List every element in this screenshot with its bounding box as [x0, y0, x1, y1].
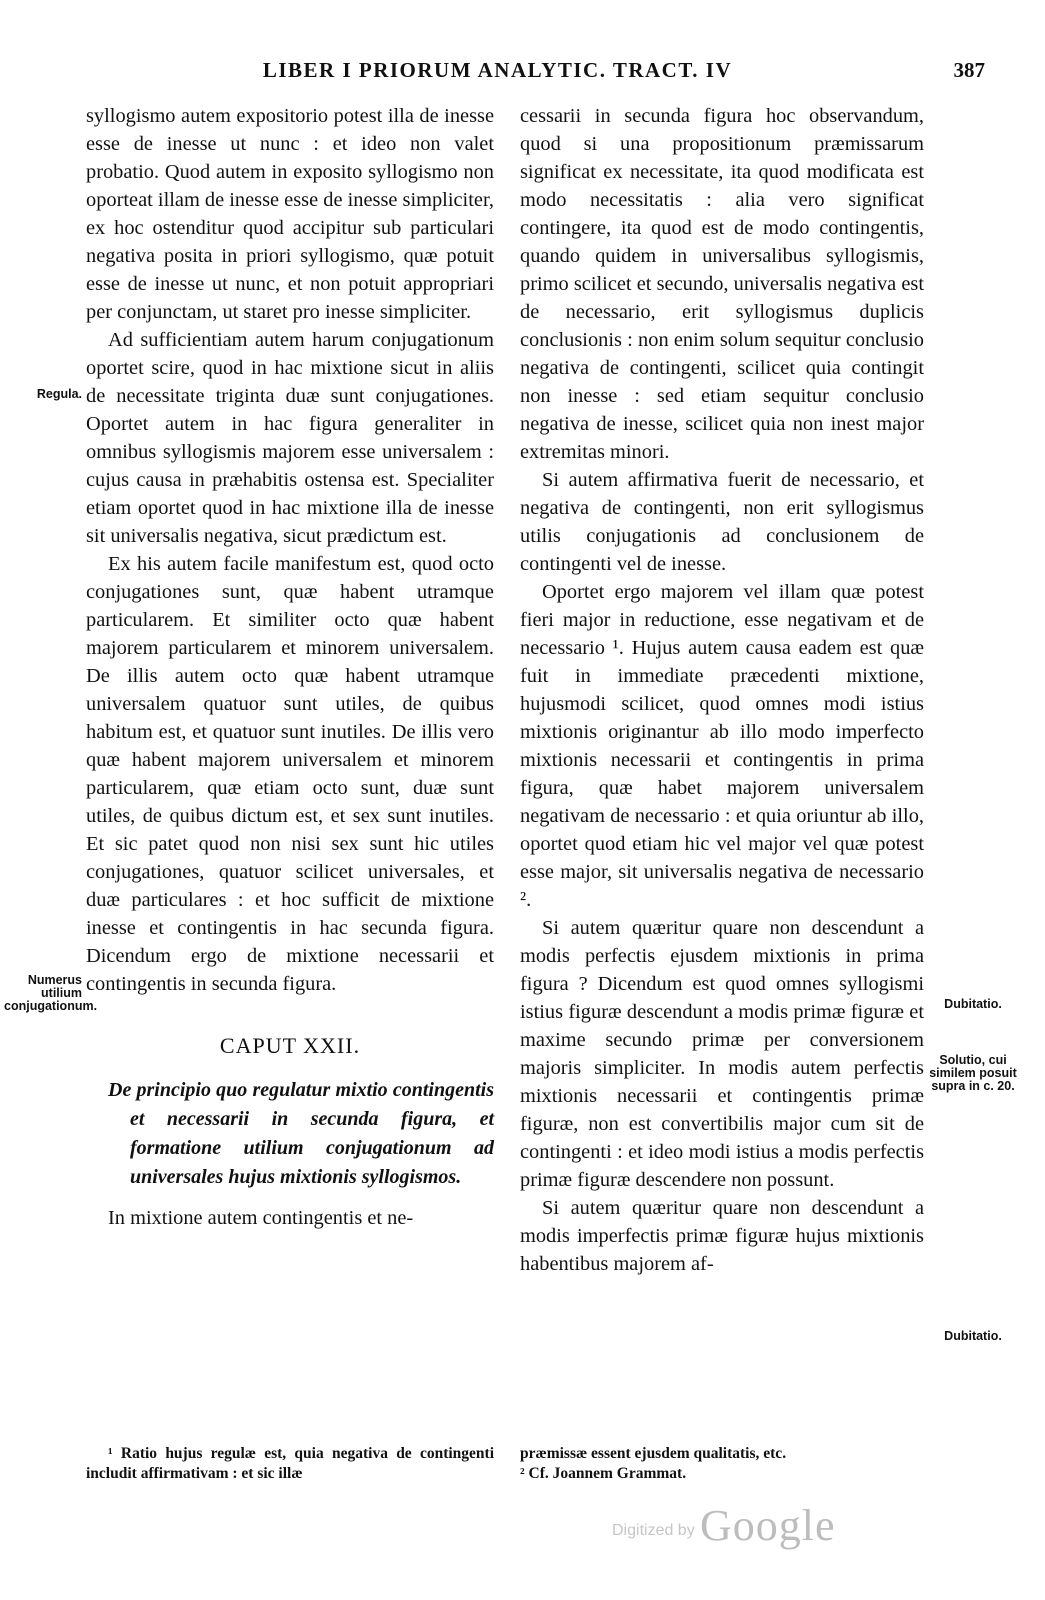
left-column [86, 102, 494, 1232]
google-logo: Google [700, 1501, 836, 1550]
chapter-title: CAPUT XXII. [219, 1033, 361, 1058]
digitized-by-text: Digitized by [612, 1522, 695, 1539]
footnote-1-continued: præmissæ essent ejusdem qualitatis, etc. [520, 1445, 787, 1462]
running-head: LIBER I PRIORUM ANALYTIC. TRACT. IV [262, 58, 733, 82]
left-paragraph-4: In mixtione autem contingentis et ne- [108, 1207, 414, 1229]
margin-note-dubitatio-2: Dubitatio. [944, 1329, 1002, 1343]
left-paragraph-3: Ex his autem facile manifestum est, quod octo conjugationes sunt, quæ habent utramque particularem. Et similiter octo quæ habent majorem particularem et minorem universalem. De illis autem octo quæ habent utramque universalem quatuor sunt utiles, de quibus habitum est, et quatuor sunt inutiles. De illis vero quæ habent majorem universalem et minorem particularem, quæ etiam octo sunt, duæ sunt utiles, de quibus dictum est, et sex sunt inutiles. Et sic patet quod non nisi sex sunt hic utiles conjugationes, quatuor scilicet universales, et duæ particulares : et hoc sufficit de mixtione inesse et contingentis in hac secunda figura. Dicendum ergo de mixtione necessarii et contingentis in secunda figura. [86, 553, 494, 995]
page-number: 387 [953, 58, 985, 82]
page-header [80, 58, 985, 88]
right-column [520, 102, 924, 1278]
margin-note-numerus: Numerus utilium conjugationum. [4, 973, 98, 1013]
left-paragraph-1: syllogismo autem expositorio potest illa de inesse esse de inesse ut nunc : et ideo non valet probatio. Quod autem in exposito syllogismo non oporteat illam de inesse esse de inesse simpliciter, ex hoc ostenditur quod accipitur sub particulari negativa posita in priori syllogismo, quæ potuit esse de inesse ut nunc, et non potuit appropriari per conjunctam, ut staret pro inesse simpliciter. [86, 105, 495, 323]
margin-note-dubitatio-1: Dubitatio. [944, 997, 1002, 1011]
footnotes-right [520, 1444, 924, 1484]
right-paragraph-1: cessarii in secunda figura hoc observandum, quod si una propositionum præmissarum significat ex necessitate, ita quod modificata est modo necessitatis : alia vero significat contingere, ita quod est de modo contingentis, quando quidem in universalibus syllogismis, primo scilicet et secundo, universalis negativa est de necessario, erit syllogismus duplicis conclusionis : non enim solum sequitur conclusio negativa de contingenti, scilicet quia contingit non inesse : sed etiam sequitur conclusio negativa de inesse, scilicet quia non inest major extremitas minori. [520, 105, 924, 463]
right-paragraph-5: Si autem quæritur quare non descendunt a modis imperfectis primæ figuræ hujus mixtionis habentibus majorem af- [520, 1197, 924, 1275]
margin-note-solutio: Solutio, cui similem posuit supra in c. 20. [929, 1053, 1017, 1093]
footnote-1: ¹ Ratio hujus regulæ est, quia negativa de contingenti includit affirmativam : et sic illæ [86, 1445, 494, 1482]
right-paragraph-2: Si autem affirmativa fuerit de necessario, et negativa de contingenti, non erit syllogismus utilis conjugationis ad conclusionem de contingenti vel de inesse. [520, 469, 924, 575]
left-paragraph-2: Ad sufficientiam autem harum conjugationum oportet scire, quod in hac mixtione sicut in aliis de necessitate triginta duæ sunt conjugationes. Oportet autem in hac figura generaliter in omnibus syllogismis majorem esse universalem : cujus causa in præhabitis ostensa est. Specialiter etiam oportet quod in hac mixtione illa de inesse sit universalis negativa, sicut prædictum est. [86, 329, 494, 547]
footnotes-left [86, 1444, 494, 1484]
footnote-2: ² Cf. Joannem Grammat. [520, 1465, 687, 1482]
digitized-watermark [600, 1500, 860, 1560]
right-paragraph-3: Oportet ergo majorem vel illam quæ potest fieri major in reductione, esse negativam et de necessario ¹. Hujus autem causa eadem est quæ fuit in immediate præcedenti mixtione, hujusmodi scilicet, quod omnes modi istius mixtionis originantur ab illo modo imperfecto mixtionis necessarii et contingentis in prima figura, quæ habet majorem universalem negativam de necessario : et quia oriuntur ab illo, oportet quod etiam hic vel major vel quæ potest esse major, sit universalis negativa de necessario ². [520, 581, 924, 911]
right-paragraph-4: Si autem quæritur quare non descendunt a modis perfectis ejusdem mixtionis in prima figura ? Dicendum est quod omnes syllogismi istius figuræ descendunt a modis primæ figuræ et maxime secundo primæ per conversionem majoris simpliciter. In modis autem perfectis mixtionis necessarii et contingentis primæ figuræ, non est convertibilis major cum sit de contingenti : et ideo modi istius a modis perfectis primæ figuræ descendere non possunt. [520, 917, 924, 1191]
margin-note-regula: Regula. [36, 387, 82, 401]
chapter-summary: De principio quo regulatur mixtio contingentis et necessarii in secunda figura, et formatione utilium conjugationum ad universales hujus mixtionis syllogismos. [108, 1079, 494, 1188]
